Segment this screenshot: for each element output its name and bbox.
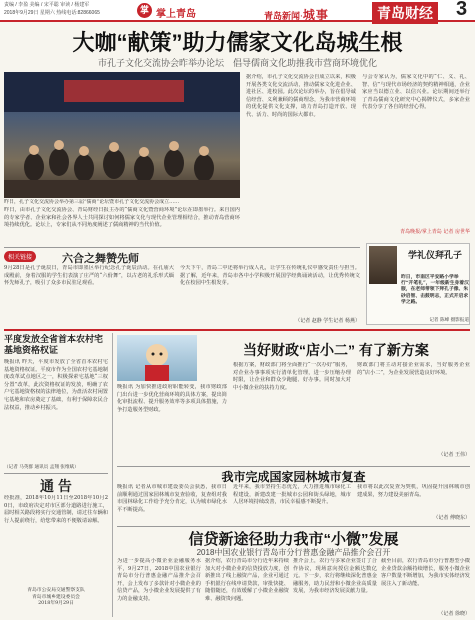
forest-byline: （记者 傅晓东） <box>433 515 470 521</box>
page-header <box>0 0 475 22</box>
store-headline: 当好财政“店小二” 有了新方案 <box>243 342 429 358</box>
credit-article-col1: 为进一步提高小微企业金融服务水平，9月27日，2018中国农业银行青岛市分行普惠金融产品推介会召开，会上发布了多款针对小微企业的信贷产品，为小微企业发展提供了有力的金融支持。 <box>117 558 201 602</box>
related-link-pill: 相关链接 <box>4 251 36 262</box>
store-article-col3: 财政部门将主动对接企业需求，当好服务企业的“店小二”，为企业发展营造良好环境。 <box>357 362 470 376</box>
divider <box>117 466 470 467</box>
page-number: 3 <box>456 0 468 20</box>
notice-sign1: 青岛市公安局交通警察支队 <box>27 588 85 593</box>
page-title: 青岛新闻·城事 <box>264 8 329 22</box>
editors-line: 责编 / 李盈 美编 / 宋平聪 审读 / 杨建军 <box>4 2 90 8</box>
side-byline: 记者 陈峰 摄影报道 <box>429 318 469 323</box>
credit-byline: （记者 徐晓） <box>438 611 470 617</box>
weekend-article-col1: 9月28日是孔子诞辰日，青岛市即墨区举行纪念孔子诞辰活动。在孔庙大成殿前，身着汉服的学生们表演了庄严的“六佾舞”，以古老的礼乐形式缅怀先师孔子，吸引了众多市民驻足观看。 <box>4 265 174 287</box>
credit-article-col4: 截至目前，农行青岛市分行普惠型小微企业贷款余额持续增长，服务小微企业客户数量不断增加，为我市实体经济发展注入了新动能。 <box>381 558 470 587</box>
weekend-headline: 六合之舞赞先师 <box>62 253 139 265</box>
forest-article-col3: 我市将以此次复查为契机，巩固提升园林城市创建成果，努力建设美丽青岛。 <box>357 484 470 498</box>
notice-signature <box>4 588 108 608</box>
weekend-article-col2: 今天下午，青岛二中还将举行成人礼，让学生在传统礼仪中感受责任与担当。据了解，近年来，青岛市各中小学积极开展国学经典诵读活动，让优秀传统文化在校园中生根发芽。 <box>180 265 360 287</box>
side-headline: 学礼仪拜孔子 <box>407 250 462 260</box>
column-divider <box>112 333 113 617</box>
app-logo-icon: 掌 <box>137 3 152 18</box>
credit-subheadline: 2018中国农业银行青岛市分行普惠金融产品推介会召开 <box>196 548 391 557</box>
side-photo <box>369 246 397 284</box>
side-text: 昨日，市南区平安路小学举行“开笔礼”，一年级新生身着汉服，在老师带领下拜孔子像、朱砂启智、击鼓明志，正式开启求学之路。 <box>401 274 469 305</box>
divider <box>4 473 108 474</box>
lead-photo <box>4 72 240 198</box>
store-byline: （记者 王伟） <box>438 452 470 458</box>
notice-date: 2018年9月29日 <box>38 601 74 606</box>
lead-photo-caption: 昨日，孔子文化交流协会举办第三届“儒商”论坛暨市孔子文化交流协会成立…… <box>4 199 180 205</box>
app-name: 掌上青岛 <box>156 9 196 20</box>
credit-article-col3: 推介会上，农行与多家企业签订了合作协议，现场意向授信金额达数亿元。下一步，农行将继续深化普惠金融服务，助力民营和小微企业高质量发展，为我市经济发展贡献力量。 <box>293 558 377 595</box>
notice-headline: 通 告 <box>40 478 72 494</box>
store-article-col2: 根据方案，财政部门将全面推行“一次办好”服务，对企业办事事项实行清单化管理，进一步压缩办理时限，让企业和群众少跑腿、好办事。同时加大对中小微企业的扶持力度。 <box>233 362 351 391</box>
divider <box>117 526 470 527</box>
farm-byline: （记者 马英群 通讯员 孟翔 张维斌） <box>4 465 79 470</box>
farm-article: 晚报讯 昨天，平度市发放了全省首本农村宅基地资格权证。平度市作为全国农村宅基地制度改革试点地区之一，积极探索宅基地“三权分置”改革，此次资格权证的发放，明确了农户宅基地资格权的法律地位，为盘活农村闲置宅基地和农房奠定了基础，有利于保障农民合法权益，推动乡村振兴。 <box>4 359 108 411</box>
notice-text: 经批准，2018年10月11日至2018年10月20日，市政府决定对市区部分道路进行施工，届时相关路段将实行交通管制，请过往车辆和行人提前绕行，给您带来的不便敬请谅解。 <box>4 495 108 524</box>
weekend-byline: （记者 赵静 学生记者 杨燕） <box>295 318 360 324</box>
section-divider <box>4 329 470 331</box>
store-article-col1: 晚报讯 为加快推进政府职能转变，我市财政部门出台进一步优化营商环境的具体方案，提出简化审批流程、提升服务效率等多项具体措施，力争打造服务型财政。 <box>117 384 227 413</box>
conference-photo-illustration <box>4 72 240 198</box>
forest-headline: 我市完成国家园林城市复查 <box>221 470 366 484</box>
lead-subheadline: 市孔子文化交流协会昨举办论坛 倡导儒商文化助推我市营商环境优化 <box>97 58 377 68</box>
lead-article-col2: 据介绍，市孔子文化交流协会自成立以来，积极开展各类文化交流活动，推动儒家文化进企业、进社区、进校园。此次论坛的举办，旨在倡导诚信经营、义利兼顾的儒商理念，为我市营商环境的优化提供文化支撑，助力青岛打造开放、现代、活力、时尚的国际大都市。 <box>246 74 356 118</box>
forest-article-col2: 近年来，我市坚持生态优先，大力推进城市绿化工程建设，新建改建一批城市公园和街头绿地，城市人居环境持续改善，市民幸福感不断提升。 <box>233 484 351 506</box>
side-box <box>366 243 470 325</box>
cartoon-icon <box>117 335 197 381</box>
notice-sign2: 青岛市城乡建设委员会 <box>32 594 80 600</box>
lead-headline: 大咖“献策”助力儒家文化岛城生根 <box>72 30 403 55</box>
divider <box>4 247 360 248</box>
farm-headline: 平度发放全省首本农村宅基地资格权证 <box>4 334 104 355</box>
lead-byline: 青岛晚报/掌上青岛 记者 房世华 <box>400 229 470 235</box>
lead-article-col3: 与会专家认为，儒家文化中的“仁、义、礼、智、信”与现代市场经济的契约精神相通，企业家应当以德立业、以信兴业。论坛期间还举行了青岛儒商文化研究中心揭牌仪式，多家企业代表分享了各自的经营心得。 <box>362 74 470 111</box>
forest-article-col1: 晚报讯 记者从市城市建设委员会获悉，我市日前顺利通过国家园林城市复查验收，复查组对我市园林绿化工作给予充分肯定，认为城市绿化水平不断提高。 <box>117 484 227 513</box>
credit-headline: 信贷新途径助力我市“小微”发展 <box>188 531 399 548</box>
store-illustration <box>117 335 197 381</box>
brand-badge: 青岛财经 <box>372 2 438 24</box>
lead-article-col1: 昨日，由市孔子文化交流协会、青岛财经日报主办的“儒商文化暨营商环境”论坛在即墨举行。来自国内的专家学者、企业家和社会各界人士共同探讨如何将儒家文化与现代企业管理相结合，推动青岛营商环境持续优化。论坛上，专家们从不同角度阐述了儒商精神的当代价值。 <box>4 207 240 229</box>
date-line: 2018年9月29日 星期六 热线电话:82866065 <box>4 10 100 16</box>
credit-article-col2: 据介绍，农行青岛市分行近年来持续加大对小微企业的信贷投放力度，创新推出了线上融资产品，企业可通过手机银行在线申请贷款，审批快捷、随借随还，有效缓解了小微企业融资难、融资贵问题。 <box>205 558 289 602</box>
